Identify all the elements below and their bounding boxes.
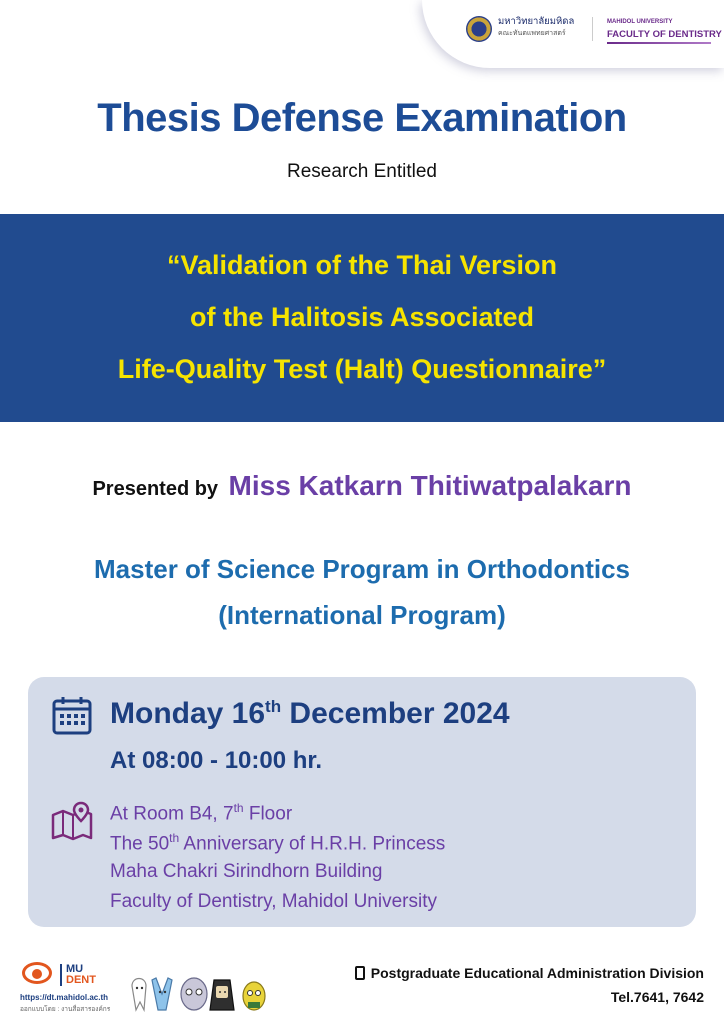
location-room: At Room B4, 7: [110, 803, 234, 825]
presenter-name: Miss Katkarn Thitiwatpalakarn: [228, 470, 632, 501]
design-credit: ออกแบบโดย : งานสื่อสารองค์กร: [20, 1006, 111, 1013]
header-logo-badge: [422, 0, 724, 68]
location-line-4: Faculty of Dentistry, Mahidol University: [110, 891, 437, 912]
mudent-mu: MU: [66, 963, 84, 975]
presenter-label: Presented by: [92, 478, 219, 500]
research-title-line-2: of the Halitosis Associated: [189, 302, 535, 332]
telephone-numbers: Tel.7641, 7642: [610, 989, 704, 1005]
date-rest: December 2024: [281, 697, 510, 730]
university-name: MAHIDOL UNIVERSITY: [607, 19, 673, 25]
date-day: Monday 16: [110, 697, 266, 730]
research-title-line-1: “Validation of the Thai Version: [166, 250, 558, 280]
floor-suffix: th: [233, 801, 244, 815]
date-suffix: th: [265, 697, 282, 716]
location-floor: Floor: [243, 803, 293, 825]
website-link[interactable]: https://dt.mahidol.ac.th: [20, 993, 108, 1002]
location-line-1: [110, 801, 292, 825]
map-location-icon: [50, 801, 94, 841]
footer-logo: [20, 962, 135, 1018]
thai-university-name: [498, 16, 574, 40]
mudent-logo: [60, 964, 96, 986]
thai-faculty-text: คณะทันตแพทยศาสตร์: [498, 30, 566, 37]
research-title-line-3: Life-Quality Test (Halt) Questionnaire”: [117, 354, 607, 384]
page-title: Thesis Defense Examination: [97, 96, 627, 140]
header-divider: [592, 17, 593, 41]
faculty-underline: [607, 42, 711, 44]
event-time: At 08:00 - 10:00 hr.: [110, 747, 323, 774]
footer-contact: [355, 965, 704, 1005]
anniversary-text: Anniversary of H.R.H. Princess: [179, 833, 446, 855]
division-name: Postgraduate Educational Administration Division: [370, 965, 704, 981]
anniversary-suffix: th: [169, 831, 180, 845]
presenter-row: [0, 470, 724, 502]
faculty-name: FACULTY OF DENTISTRY: [607, 29, 722, 40]
anniversary-number: The 50: [110, 833, 170, 855]
location-line-2: [110, 831, 445, 855]
mudent-dent: DENT: [66, 974, 96, 986]
calendar-icon: [52, 695, 92, 735]
program-line-1: Master of Science Program in Orthodontics: [94, 554, 630, 584]
dentistry-eye-logo-icon: [22, 962, 52, 984]
schedule-info-box: [28, 677, 696, 927]
location-line-3: Maha Chakri Sirindhorn Building: [110, 861, 383, 882]
mascot-characters-icon: [126, 966, 276, 1018]
phone-icon: [355, 966, 365, 980]
event-date: [110, 697, 510, 731]
program-line-2: (International Program): [218, 600, 506, 630]
university-seal-icon: [466, 16, 492, 42]
page-subtitle: Research Entitled: [287, 161, 437, 182]
research-title-band: [0, 214, 724, 422]
thai-name-text: มหาวิทยาลัยมหิดล: [498, 16, 575, 27]
